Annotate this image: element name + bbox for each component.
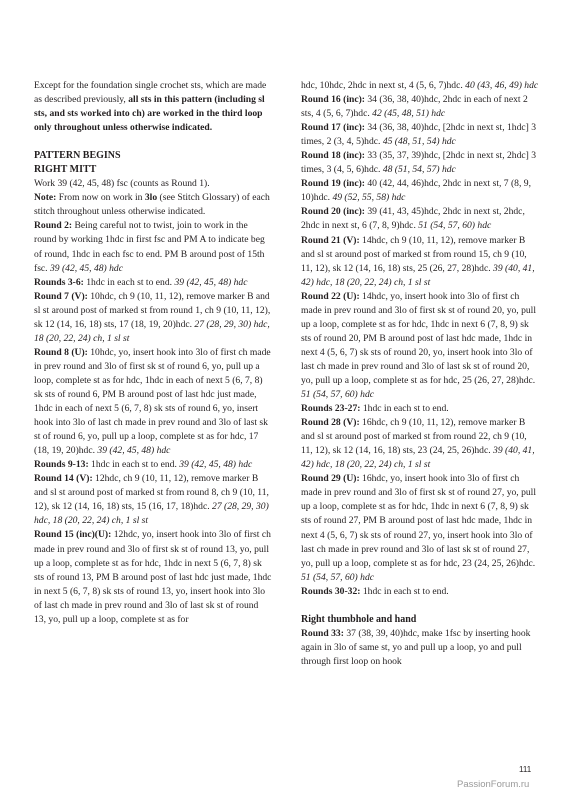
round-count: 42 (45, 48, 51) hdc — [372, 108, 446, 120]
round-count: 51 (54, 57, 60) hdc — [301, 571, 375, 583]
round-text: 40 (42, 44, 46)hdc, 2hdc in next st, 7 (8, 9, 10)hdc. — [301, 178, 531, 204]
intro-text: Except for the foundation single crochet sts, which are made as described previously, — [34, 80, 267, 106]
round-count: 39 (42, 45, 48) hdc — [49, 262, 123, 274]
round-14 — [34, 472, 272, 528]
round-label: Round 7 (V): — [34, 290, 88, 302]
round-count: 45 (48, 51, 54) hdc — [382, 136, 456, 148]
round-text: 37 (38, 39, 40)hdc, make 1fsc by inserting hook again in 3lo of same st, yo and pull up a loop, yo and pull through first loop on hook — [301, 627, 531, 667]
round-label: Round 16 (inc): — [301, 94, 365, 106]
round-count: 27 (28, 29, 30) hdc, 18 (20, 22, 24) ch, 1 sl st — [34, 318, 270, 344]
round-label: Round 28 (V): — [301, 417, 360, 429]
rounds-9-13 — [34, 458, 272, 472]
round-text: 1hdc in each st to end. — [83, 276, 175, 288]
round-label: Round 20 (inc): — [301, 206, 365, 218]
round-text: 10hdc, ch 9 (10, 11, 12), remove marker B and sl st around post of marked st from round 1, ch 9 (10, 11, 12), sk 12 (14, 16, 18) sts, 17 (18, 19, 20)hdc. — [34, 290, 271, 330]
round-7 — [34, 290, 272, 346]
rounds-23-27 — [301, 402, 539, 416]
round-17 — [301, 121, 539, 149]
round-count: 51 (54, 57, 60) hdc — [418, 220, 492, 232]
round-2 — [34, 219, 272, 275]
round-label: Rounds 23-27: — [301, 403, 361, 415]
round-count: 39 (42, 45, 48) hdc — [179, 459, 253, 471]
right-column — [301, 79, 539, 669]
round-count: 49 (52, 55, 58) hdc — [332, 192, 406, 204]
round-text: 34 (36, 38, 40)hdc, [2hdc in next st, 1hdc] 3 times, 2 (3, 4, 5)hdc. — [301, 122, 537, 148]
round-text: hdc, 10hdc, 2hdc in next st, 4 (5, 6, 7)hdc. — [301, 80, 466, 91]
round-21 — [301, 234, 539, 290]
round-label: Round 17 (inc): — [301, 122, 365, 134]
round-count: 27 (28, 29, 30) hdc, 18 (20, 22, 24) ch, 1 sl st — [34, 501, 269, 527]
round-text: 12hdc, yo, insert hook into 3lo of first ch made in prev round and 3lo of first sk st of round 13, yo, pull up a loop, complete st as for hdc, 1hdc in next 5 (6, 7, 8) sk sts of round 13, PM B around post of last hdc just made, 1hdc in next 5 (6, 7, 8) sk sts of round 13, yo, insert hook into 3lo of last ch made in prev round and 3lo of last sk st of round 13, yo, pull up a loop, complete st as for — [34, 529, 272, 625]
round-18 — [301, 149, 539, 177]
round-28 — [301, 416, 539, 472]
round-label: Round 33: — [301, 627, 344, 639]
round-label: Rounds 3-6: — [34, 276, 84, 288]
round-label: Rounds 30-32: — [301, 585, 361, 597]
round-text: 1hdc in each st to end. — [360, 585, 449, 597]
heading-right-mitt: RIGHT MITT — [34, 164, 97, 176]
round-text: 1hdc in each st to end. — [88, 459, 180, 471]
page-number: 111 — [519, 765, 532, 774]
round-16 — [301, 93, 539, 121]
round-label: Rounds 9-13: — [34, 459, 89, 471]
round-text: 33 (35, 37, 39)hdc, [2hdc in next st, 2hdc] 3 times, 3 (4, 5, 6)hdc. — [301, 150, 537, 176]
round-label: Round 14 (V): — [34, 473, 93, 485]
rounds-3-6 — [34, 276, 272, 290]
round-count: 51 (54, 57, 60) hdc — [301, 389, 375, 401]
intro-paragraph — [34, 79, 272, 135]
round-text: 39 (41, 43, 45)hdc, 2hdc in next st, 2hdc, 2hdc in next st, 6 (7, 8, 9)hdc. — [301, 206, 525, 232]
round-text: 1hdc in each st to end. — [360, 403, 449, 415]
round-label: Round 29 (U): — [301, 473, 360, 485]
round-label: Round 15 (inc)(U): — [34, 529, 112, 541]
note-text-2: (see Stitch Glossary) of each stitch throughout unless otherwise indicated. — [34, 192, 270, 218]
round-text: Being careful not to twist, join to work in the round by working 1hdc in first fsc and PM A to indicate beg of round, 1hdc in each fsc to end. PM B around post of 15th fsc. — [34, 220, 265, 274]
round-text: 10hdc, yo, insert hook into 3lo of first ch made in prev round and 3lo of first sk st of round 6, yo, pull up a loop, complete st as for hdc, 1hdc in each of next 5 (6, 7, 8) sk sts of round 6, PM B around post of last hdc just made, 1hdc in each of next 5 (6, 7, 8) sk sts of round 6, yo, insert hook into 3lo of last ch made in prev round and 3lo of last sk st of round 6, yo, pull up a loop, complete st as for hdc, 17 (18, 19, 20)hdc. — [34, 346, 271, 457]
round-text: 16hdc, ch 9 (10, 11, 12), remove marker B and sl st around post of marked st from round 22, ch 9 (10, 11, 12), sk 12 (14, 16, 18) sts, 23 (24, 25, 26)hdc. — [301, 417, 527, 457]
round-text: 16hdc, yo, insert hook into 3lo of first ch made in prev round and 3lo of first sk st of round 27, yo, pull up a loop, complete st as for hdc, 1hdc in next 6 (7, 8, 9) sk sts of round 27, PM B around post of last hdc made, 1hdc in next 4 (5, 6, 7) sk sts of round 27, yo, insert hook into 3lo of last ch made in prev round and 3lo of last sk st of round 27, yo, pull up a loop, complete st as for hdc, 23 (24, 25, 26)hdc. — [301, 473, 537, 569]
note-text-1: From now on work in — [56, 192, 145, 204]
round-label: Round 19 (inc): — [301, 178, 365, 190]
round-15-continued — [301, 79, 539, 93]
round-15 — [34, 528, 272, 626]
round-33 — [301, 627, 539, 669]
round-count: 39 (40, 41, 42) hdc, 18 (20, 22, 24) ch, 1 sl st — [301, 262, 535, 288]
round-count: 39 (40, 41, 42) hdc, 18 (20, 22, 24) ch, 1 sl st — [301, 445, 535, 471]
round-29 — [301, 472, 539, 584]
watermark: PassionForum.ru — [457, 779, 530, 790]
round-text: 34 (36, 38, 40)hdc, 2hdc in each of next 2 sts, 4 (5, 6, 7)hdc. — [301, 94, 528, 120]
round-count: 39 (42, 45, 48) hdc — [174, 276, 248, 288]
intro-emphasis: all sts in this pattern (including sl sts, and sts worked into ch) are worked in the third loop only throughout unless otherwise indicated. — [34, 94, 265, 134]
round-text: 14hdc, yo, insert hook into 3lo of first ch made in prev round and 3lo of first sk st of round 20, yo, pull up a loop, complete st as for hdc, 1hdc in next 6 (7, 8, 9) sk sts of round 20, PM B around post of last hdc made, 1hdc in next 4 (5, 6, 7) sk sts of round 20, yo, insert hook into 3lo of last ch made in prev round and 3lo of last sk st of round 20, yo, pull up a loop, complete st as for hdc, 25 (26, 27, 28)hdc. — [301, 290, 537, 386]
round-20 — [301, 205, 539, 233]
heading-pattern-begins: PATTERN BEGINS — [34, 150, 121, 162]
round-count: 39 (42, 45, 48) hdc — [97, 445, 171, 457]
round-text: 12hdc, ch 9 (10, 11, 12), remove marker B and sl st around post of marked st from round 8, ch 9 (10, 11, 12), sk 12 (14, 16, 18) sts, 15 (16, 17, 18)hdc. — [34, 473, 269, 513]
round-22 — [301, 290, 539, 402]
heading-right-thumbhole: Right thumbhole and hand — [301, 613, 417, 625]
work-line: Work 39 (42, 45, 48) fsc (counts as Round 1). — [34, 178, 210, 190]
round-label: Round 21 (V): — [301, 234, 360, 246]
round-count: 40 (43, 46, 49) hdc — [465, 80, 539, 91]
note-label: Note: — [34, 192, 57, 204]
round-text: 14hdc, ch 9 (10, 11, 12), remove marker B and sl st around post of marked st from round 15, ch 9 (10, 11, 12), sk 12 (14, 16, 18) sts, 25 (26, 27, 28)hdc. — [301, 234, 527, 274]
left-column — [34, 79, 272, 627]
round-8 — [34, 346, 272, 458]
round-count: 48 (51, 54, 57) hdc — [382, 164, 456, 176]
note-bold: 3lo — [144, 192, 158, 204]
round-label: Round 22 (U): — [301, 290, 360, 302]
round-19 — [301, 177, 539, 205]
round-label: Round 2: — [34, 220, 73, 232]
round-label: Round 18 (inc): — [301, 150, 365, 162]
round-label: Round 8 (U): — [34, 346, 88, 358]
note-paragraph — [34, 191, 272, 219]
rounds-30-32 — [301, 585, 539, 599]
